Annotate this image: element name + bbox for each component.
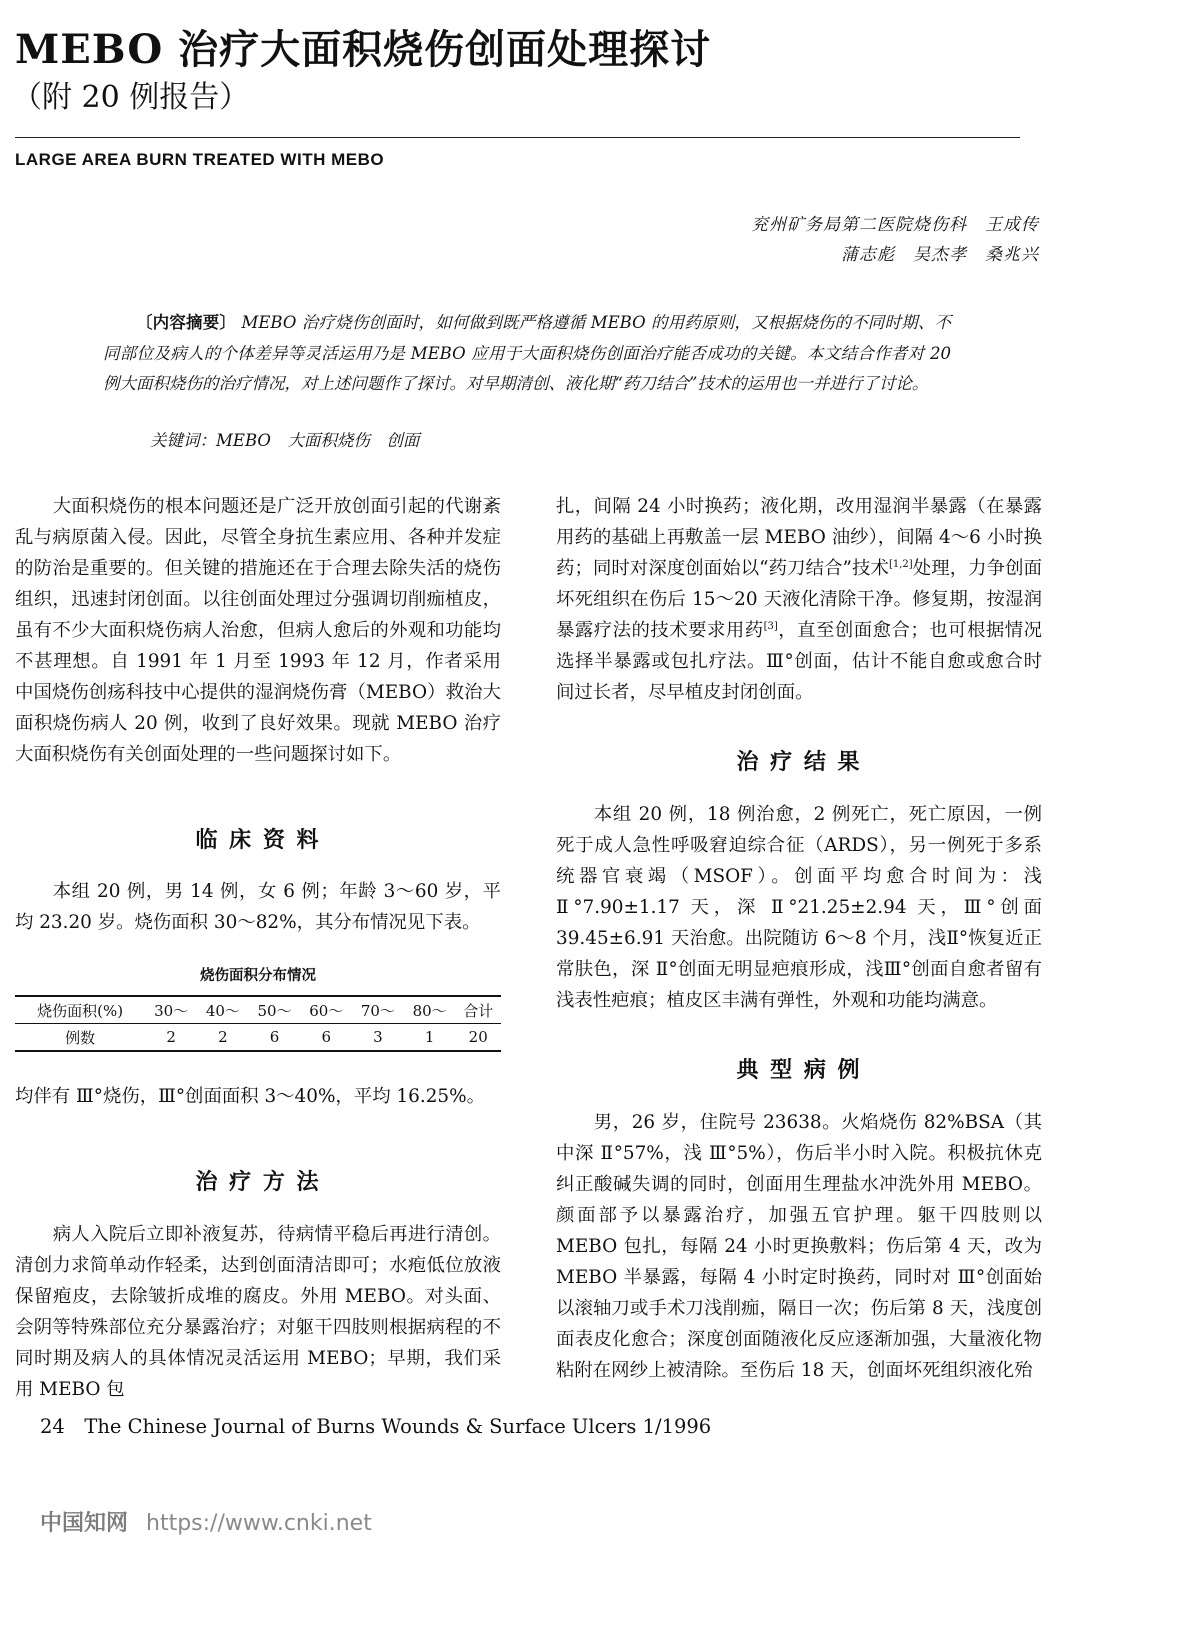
table-row (15, 1024, 501, 1052)
method-paragraph: 病人入院后立即补液复苏，待病情平稳后再进行清创。清创力求简单动作轻柔，达到创面清洁即可；水疱低位放液保留疱皮，去除皱折成堆的腐皮。外用 MEBO。对头面、会阴等特殊部位充分暴露治疗；对躯干四肢则根据病程的不同时期及病人的具体情况灵活运用 MEBO；早期，我们采用 MEBO 包 (15, 1224, 501, 1400)
table-header-cell: 70～ (352, 996, 404, 1024)
results-paragraph: 本组 20 例，18 例治愈，2 例死亡，死亡原因，一例死于成人急性呼吸窘迫综合征（ARDS），另一例死于多系统器官衰竭（MSOF）。创面平均愈合时间为：浅 Ⅱ°7.90±1.17 天，深 Ⅱ°21.25±2.94 天，Ⅲ°创面 39.45±6.91 天治愈。出院随访 6～8 个月，浅Ⅱ°恢复近正常肤色，深 Ⅱ°创面无明显疤痕形成，浅Ⅲ°创面自愈者留有浅表性疤痕；植皮区丰满有弹性，外观和功能均满意。 (556, 804, 1042, 1011)
reference-mark: [1,2] (888, 558, 913, 570)
heading-treatment-method: 治 疗 方 法 (195, 1170, 321, 1195)
table-cell: 1 (424, 1028, 435, 1046)
table-header-cell: 30～ (145, 996, 197, 1024)
author-names: 蒲志彪 吴杰孝 桑兆兴 (841, 245, 1039, 265)
abstract (103, 308, 951, 400)
table-cell: 例数 (65, 1028, 96, 1047)
clinical-paragraph: 本组 20 例，男 14 例，女 6 例；年龄 3～60 岁，平均 23.20 岁。烧伤面积 30～82%，其分布情况见下表。 (15, 881, 501, 933)
table-header-cell: 60～ (300, 996, 352, 1024)
method-cont-text-b: 处理，力争创面坏死组织在伤后 15～20 天液化清除干净。修复期，按湿润暴露疗法的技术要求用药 (556, 558, 1042, 641)
method-cont-text-a: 扎，间隔 24 小时换药；液化期，改用湿润半暴露（在暴露用药的基础上再敷盖一层 MEBO 油纱），间隔 4～6 小时换药；同时对深度创面始以“药刀结合”技术 (556, 496, 1042, 579)
table-header-cell: 合计 (455, 996, 501, 1024)
abstract-text: MEBO 治疗烧伤创面时，如何做到既严格遵循 MEBO 的用药原则，又根据烧伤的不同时期、不同部位及病人的个体差异等灵活运用乃是 MEBO 应用于大面积烧伤创面治疗能否成功的关键。本文结合作者对 20 例大面积烧伤的治疗情况，对上述问题作了探讨。对早期清创、液化期“药刀结合”技术的运用也一并进行了讨论。 (103, 313, 952, 393)
article-title: MEBO 治疗大面积烧伤创面处理探讨 (15, 26, 712, 73)
after-table-paragraph: 均伴有 Ⅲ°烧伤，Ⅲ°创面面积 3～40%，平均 16.25%。 (15, 1086, 485, 1107)
table-header-cell: 烧伤面积(%) (15, 996, 145, 1024)
article-subtitle: （附 20 例报告） (12, 80, 250, 115)
method-cont-text-c: ，直至创面愈合；也可根据情况选择半暴露或包扎疗法。Ⅲ°创面，估计不能自愈或愈合时间过长者，尽早植皮封闭创面。 (556, 620, 1042, 703)
abstract-label: 〔内容摘要〕 (136, 313, 237, 332)
heading-typical-case: 典 型 病 例 (736, 1058, 862, 1083)
table-header-cell: 80～ (404, 996, 456, 1024)
table-header-cell: 50～ (249, 996, 301, 1024)
table-title: 烧伤面积分布情况 (200, 968, 316, 984)
case-paragraph: 男，26 岁，住院号 23638。火焰烧伤 82%BSA（其中深 Ⅱ°57%，浅 Ⅲ°5%），伤后半小时入院。积极抗休克纠正酸碱失调的同时，创面用生理盐水冲洗外用 MEBO。颜面部予以暴露治疗，加强五官护理。躯干四肢则以 MEBO 包扎，每隔 24 小时更换敷料；伤后第 4 天，改为 MEBO 半暴露，每隔 4 小时定时换药，同时对 Ⅲ°创面始以滚轴刀或手术刀浅削痂，隔日一次；伤后第 8 天，浅度创面表皮化愈合；深度创面随液化反应逐渐加强，大量液化物粘附在网纱上被清除。至伤后 18 天，创面坏死组织液化殆 (556, 1112, 1042, 1381)
table-cell: 6 (321, 1028, 331, 1046)
burn-area-table (15, 995, 501, 1052)
table-cell: 2 (218, 1028, 228, 1046)
table-cell: 6 (269, 1028, 280, 1046)
author-affiliation: 兖州矿务局第二医院烧伤科 王成传 (751, 215, 1039, 235)
heading-clinical-data: 临 床 资 料 (195, 828, 321, 853)
keywords: 关键词：MEBO 大面积烧伤 创面 (150, 431, 420, 450)
page-footer: 24 The Chinese Journal of Burns Wounds & Surface Ulcers 1/1996 (40, 1415, 712, 1438)
table-cell: 3 (373, 1028, 383, 1046)
table-header-cell: 40～ (197, 996, 249, 1024)
reference-mark: [3] (763, 620, 778, 632)
table-cell: 2 (166, 1028, 176, 1046)
table-cell: 20 (468, 1028, 488, 1046)
table-header-row (15, 996, 501, 1024)
watermark-brand: 中国知网 (40, 1511, 129, 1536)
cnki-watermark (40, 1506, 372, 1537)
english-title: LARGE AREA BURN TREATED WITH MEBO (15, 150, 385, 169)
watermark-url: https://www.cnki.net (146, 1511, 372, 1536)
heading-treatment-results: 治 疗 结 果 (736, 750, 862, 775)
method-continued-paragraph (556, 491, 1042, 708)
intro-paragraph: 大面积烧伤的根本问题还是广泛开放创面引起的代谢紊乱与病原菌入侵。因此，尽管全身抗生素应用、各种并发症的防治是重要的。但关键的措施还在于合理去除失活的烧伤组织，迅速封闭创面。以往创面处理过分强调切削痂植皮，虽有不少大面积烧伤病人治愈，但病人愈后的外观和功能均不甚理想。自 1991 年 1 月至 1993 年 12 月，作者采用中国烧伤创疡科技中心提供的湿润烧伤膏（MEBO）救治大面积烧伤病人 20 例，收到了良好效果。现就 MEBO 治疗大面积烧伤有关创面处理的一些问题探讨如下。 (15, 496, 501, 765)
title-divider (15, 137, 1020, 138)
